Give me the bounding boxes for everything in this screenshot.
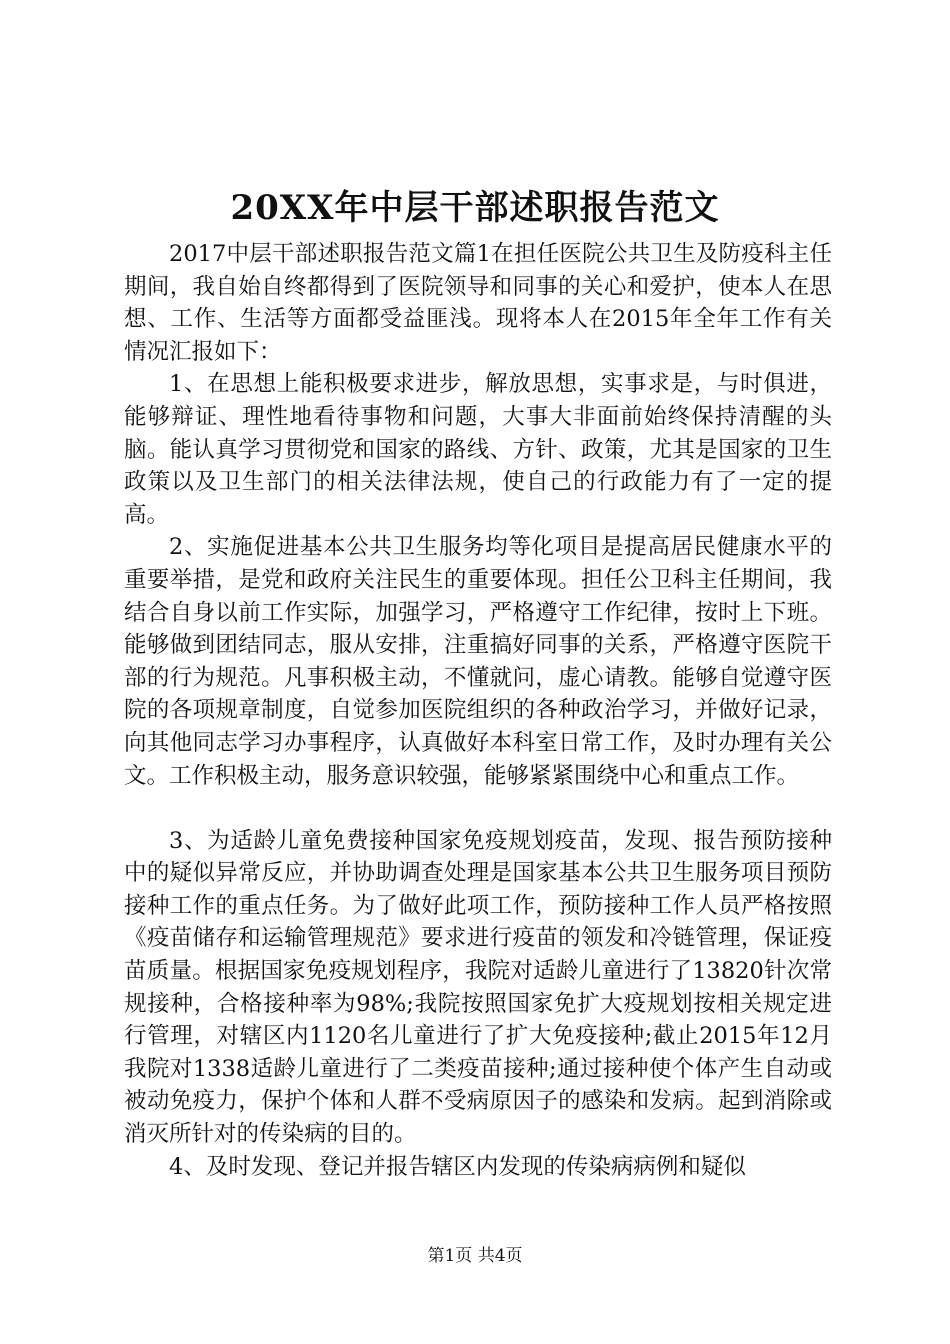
paragraph-item-1: 1、在思想上能积极要求进步，解放思想，实事求是，与时俱进，能够辩证、理性地看待事物和问题，大事大非面前始终保持清醒的头脑。能认真学习贯彻党和国家的路线、方针、政策，尤其是国家的卫生政策以及卫生部门的相关法律法规，使自己的行政能力有了一定的提高。 [124,371,832,528]
document-body [124,238,832,1183]
page-number-footer: 第1页 共4页 [427,1246,523,1266]
document-title: 20XX年中层干部述职报告范文 [230,188,720,228]
paragraph-item-2: 2、实施促进基本公共卫生服务均等化项目是提高居民健康水平的重要举措，是党和政府关注民生的重要体现。担任公卫科主任期间，我结合自身以前工作实际，加强学习，严格遵守工作纪律，按时上下班。能够做到团结同志，服从安排，注重搞好同事的关系，严格遵守医院干部的行为规范。凡事积极主动，不懂就问，虚心请教。能够自觉遵守医院的各项规章制度，自觉参加医院组织的各种政治学习，并做好记录，向其他同志学习办事程序，认真做好本科室日常工作，及时办理有关公文。工作积极主动，服务意识较强，能够紧紧围绕中心和重点工作。 [124,534,832,789]
paragraph-intro: 2017中层干部述职报告范文篇1在担任医院公共卫生及防疫科主任期间，我自始自终都得到了医院领导和同事的关心和爱护，使本人在思想、工作、生活等方面都受益匪浅。现将本人在2015年全年工作有关情况汇报如下： [124,241,832,365]
paragraph-item-4: 4、及时发现、登记并报告辖区内发现的传染病病例和疑似 [169,1153,746,1180]
paragraph-item-3: 3、为适龄儿童免费接种国家免疫规划疫苗，发现、报告预防接种中的疑似异常反应，并协助调查处理是国家基本公共卫生服务项目预防接种工作的重点任务。为了做好此项工作，预防接种工作人员严格按照《疫苗储存和运输管理规范》要求进行疫苗的领发和冷链管理，保证疫苗质量。根据国家免疫规划程序，我院对适龄儿童进行了13820针次常规接种，合格接种率为98%;我院按照国家免扩大疫规划按相关规定进行管理，对辖区内1120名儿童进行了扩大免疫接种;截止2015年12月我院对1338适龄儿童进行了二类疫苗接种;通过接种使个体产生自动或被动免疫力，保护个体和人群不受病原因子的感染和发病。起到消除或消灭所针对的传染病的目的。 [124,827,832,1148]
